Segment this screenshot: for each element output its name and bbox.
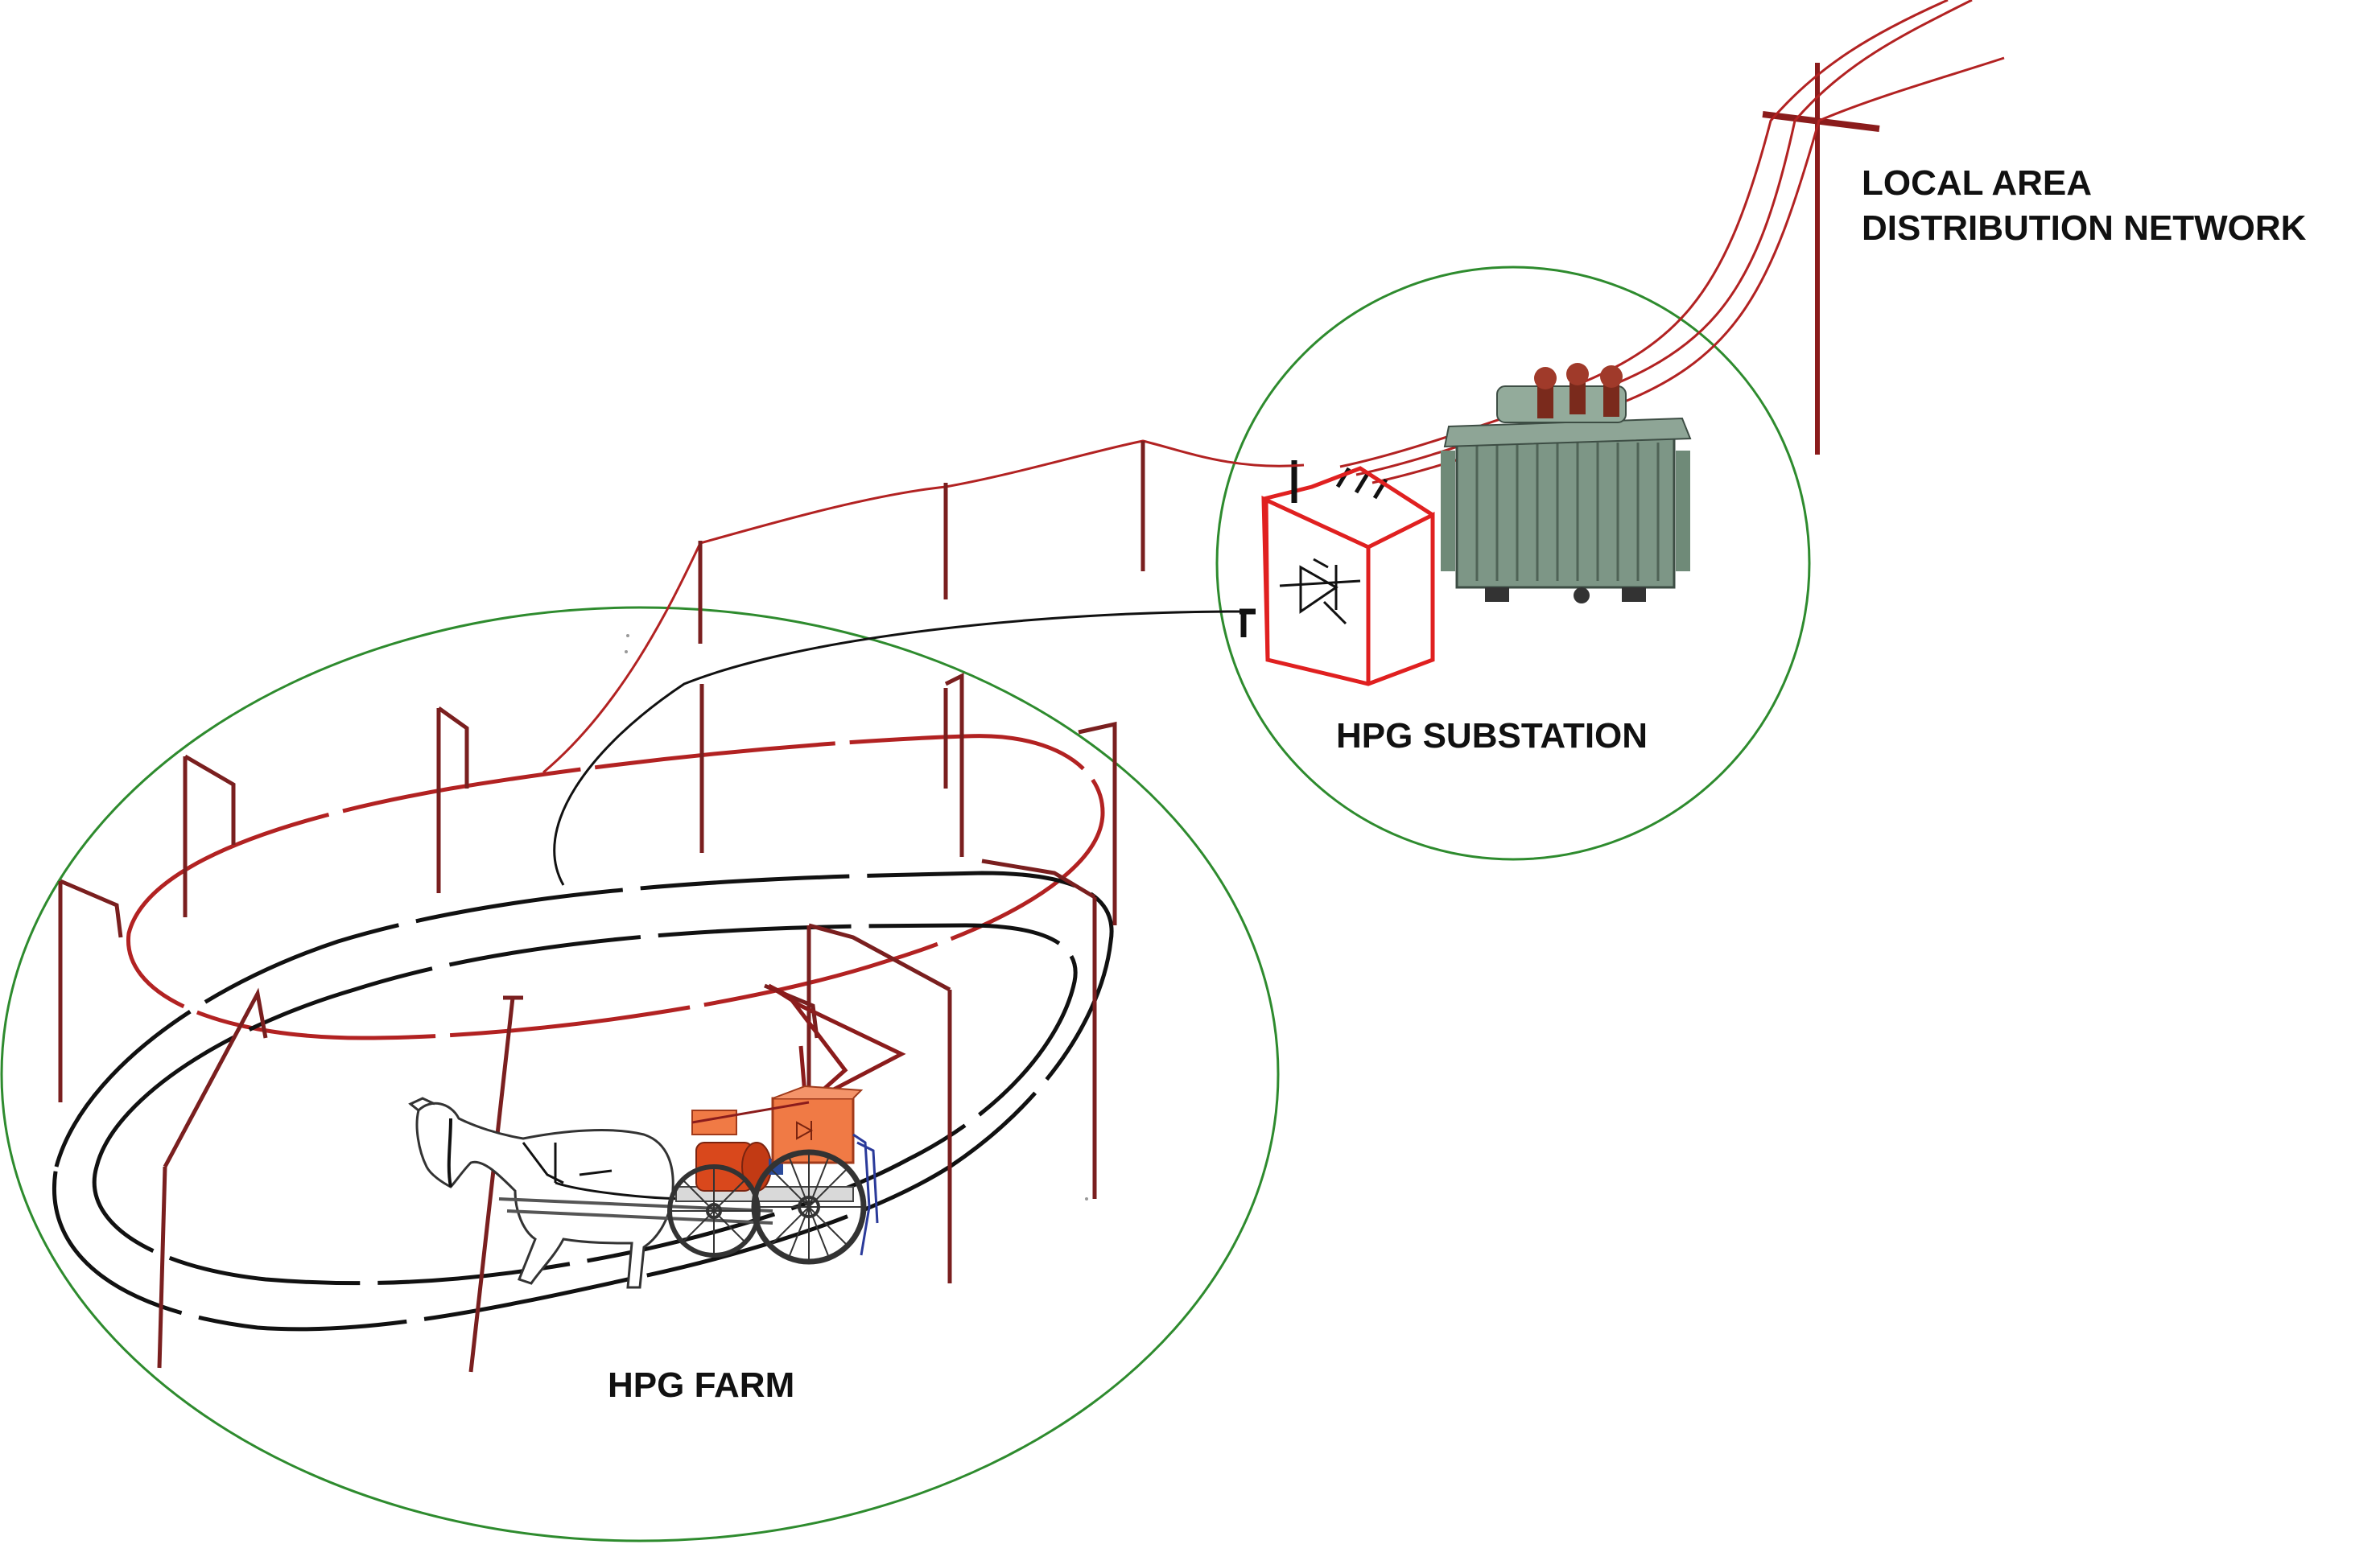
converter-cable-bracket	[1239, 612, 1256, 637]
red-collector-loop	[128, 736, 1103, 1038]
substation-label: HPG SUBSTATION	[1336, 716, 1648, 756]
horse-cart-generator-icon	[410, 1086, 877, 1287]
converter-box	[1264, 460, 1433, 684]
farm-label: HPG FARM	[608, 1365, 795, 1405]
cart-wheel-back	[670, 1167, 758, 1255]
distribution-crossarm	[1763, 114, 1879, 129]
farm-feeder-cable	[555, 612, 1239, 885]
cart-wheel-front	[754, 1152, 864, 1262]
network-label-line2: DISTRIBUTION NETWORK	[1862, 208, 2307, 248]
network-label-line1: LOCAL AREA	[1862, 163, 2092, 203]
overhead-line-poles	[700, 441, 1143, 644]
network-label	[1862, 161, 2306, 251]
cart-pantograph	[769, 986, 901, 1102]
power-transformer-icon	[1441, 363, 1690, 603]
